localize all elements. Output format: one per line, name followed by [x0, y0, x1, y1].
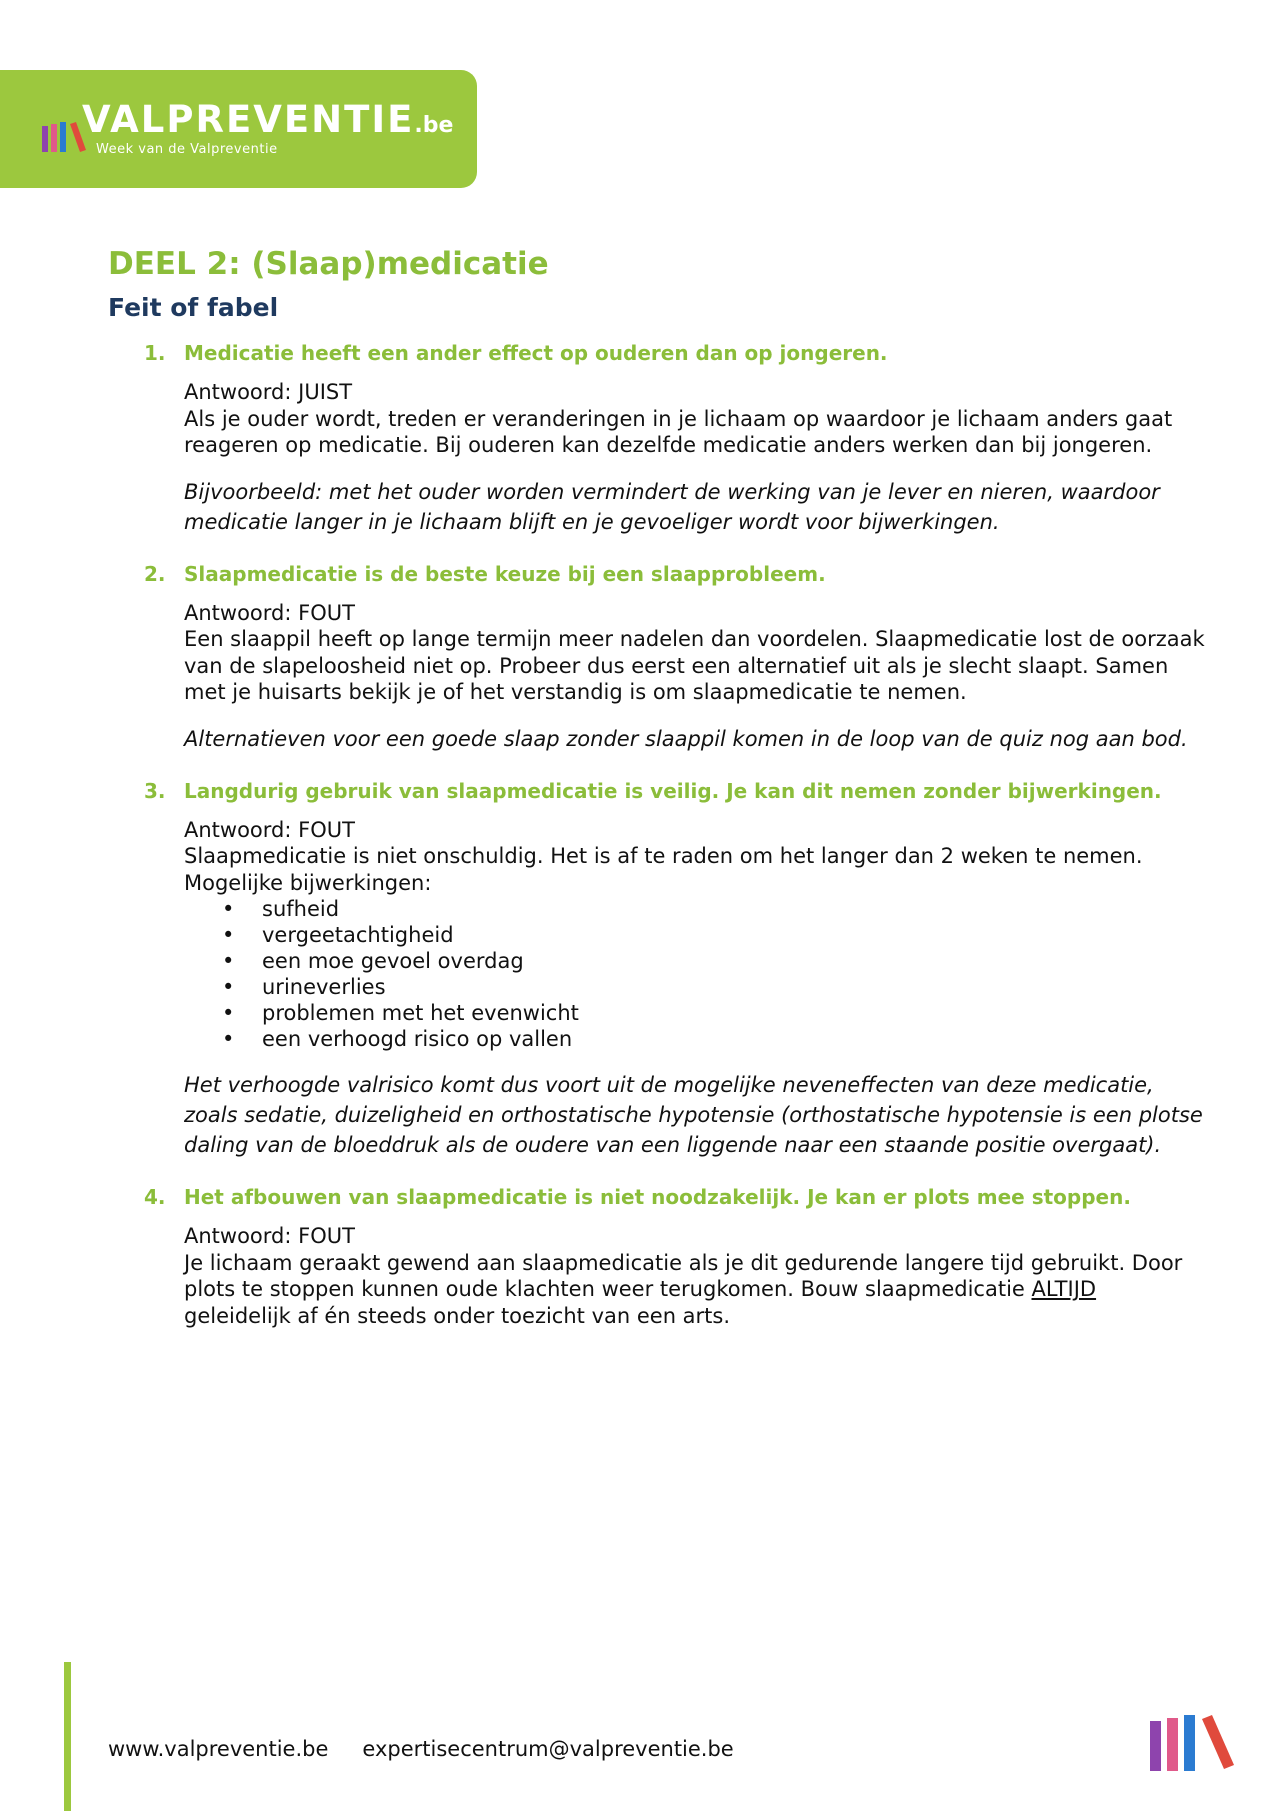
logo-tld: .be — [414, 113, 454, 138]
logo-wordmark — [82, 98, 454, 141]
question-number: 1. — [144, 341, 166, 365]
answer-block — [184, 379, 1208, 459]
answer-block — [184, 600, 1208, 706]
answer-body-part: geleidelijk af én steeds onder toezicht van een arts. — [184, 1303, 731, 1328]
question-number: 4. — [144, 1185, 166, 1209]
answer-body: Slaapmedicatie is niet onschuldig. Het is af te raden om het langer dan 2 weken te nemen. — [184, 844, 1143, 868]
logo-name: VALPREVENTIE — [82, 98, 415, 141]
answer-block — [184, 817, 1208, 1053]
answer-verdict: Antwoord: FOUT — [184, 817, 355, 842]
question-title: Langdurig gebruik van slaapmedicatie is veilig. Je kan dit nemen zonder bijwerkingen. — [184, 778, 1162, 803]
question-1 — [144, 340, 1208, 537]
list-item: • vergeetachtigheid — [184, 922, 1208, 948]
list-item: • een verhoogd risico op vallen — [184, 1026, 1208, 1052]
answer-body-part: Je lichaam geraakt gewend aan slaapmedicatie als je dit gedurende langere tijd gebruikt. Door plots te stoppen kunnen oude klachten weer terugkomen. Bouw slaapmedicatie — [184, 1250, 1183, 1301]
question-number: 3. — [144, 778, 166, 803]
example-text: Het verhoogde valrisico komt dus voort uit de mogelijke neveneffecten van deze medicatie, zoals sedatie, duizeligheid en orthostatische hypotensie (orthostatische hypotensie is een plotse daling van de bloeddruk als de oudere van een liggende naar een staande positie overgaat). — [184, 1073, 1203, 1157]
list-item: • een moe gevoel overdag — [184, 948, 1208, 974]
page-title: DEEL 2: (Slaap)medicatie — [108, 246, 549, 282]
side-effects-intro: Mogelijke bijwerkingen: — [184, 870, 432, 895]
question-number: 2. — [144, 561, 166, 586]
answer-block — [184, 1223, 1208, 1329]
answer-body — [184, 1250, 1208, 1330]
question-3 — [144, 778, 1208, 1161]
example-text: Bijvoorbeeld: met het ouder worden vermindert de werking van je lever en nieren, waardoor medicatie langer in je lichaam blijft en je gevoeliger wordt voor bijwerkingen. — [184, 479, 1160, 534]
answer-verdict: Antwoord: JUIST — [184, 380, 353, 404]
answer-body: Een slaappil heeft op lange termijn meer nadelen dan voordelen. Slaapmedicatie lost de oorzaak van de slapeloosheid niet op. Probeer dus eerst een alternatief uit als je slecht slaapt. Samen met je huisarts bekijk je of het verstandig is om slaapmedicatie te nemen. — [184, 627, 1205, 704]
section-subtitle: Feit of fabel — [108, 293, 279, 322]
example-text: Alternatieven voor een goede slaap zonder slaappil komen in de loop van de quiz nog aan bod. — [184, 726, 1188, 751]
list-item: • problemen met het evenwicht — [184, 1000, 1208, 1026]
answer-verdict: Antwoord: FOUT — [184, 600, 355, 625]
side-effects-list — [184, 896, 1208, 1052]
footer — [108, 1737, 734, 1761]
header-banner — [0, 70, 477, 188]
question-title: Medicatie heeft een ander effect op ouderen dan op jongeren. — [184, 341, 888, 365]
footer-website-link[interactable]: www.valpreventie.be — [108, 1737, 329, 1761]
emphasis-altijd: ALTIJD — [1031, 1277, 1097, 1301]
question-2 — [144, 561, 1208, 754]
question-title: Het afbouwen van slaapmedicatie is niet noodzakelijk. Je kan er plots mee stoppen. — [184, 1185, 1131, 1209]
answer-verdict: Antwoord: FOUT — [184, 1224, 355, 1248]
answer-body: Als je ouder wordt, treden er veranderingen in je lichaam op waardoor je lichaam anders gaat reageren op medicatie. Bij ouderen kan dezelfde medicatie anders werken dan bij jongeren. — [184, 406, 1173, 457]
main-content — [108, 242, 1208, 1329]
footer-email-link[interactable]: expertisecentrum@valpreventie.be — [362, 1737, 734, 1761]
logo-subtitle: Week van de Valpreventie — [96, 142, 278, 157]
question-title: Slaapmedicatie is de beste keuze bij een slaapprobleem. — [184, 561, 826, 586]
list-item: • sufheid — [184, 896, 1208, 922]
question-4 — [144, 1184, 1208, 1329]
footer-logo-bars-icon — [1150, 1715, 1236, 1771]
footer-accent-line — [64, 1662, 71, 1811]
list-item: • urineverlies — [184, 974, 1208, 1000]
